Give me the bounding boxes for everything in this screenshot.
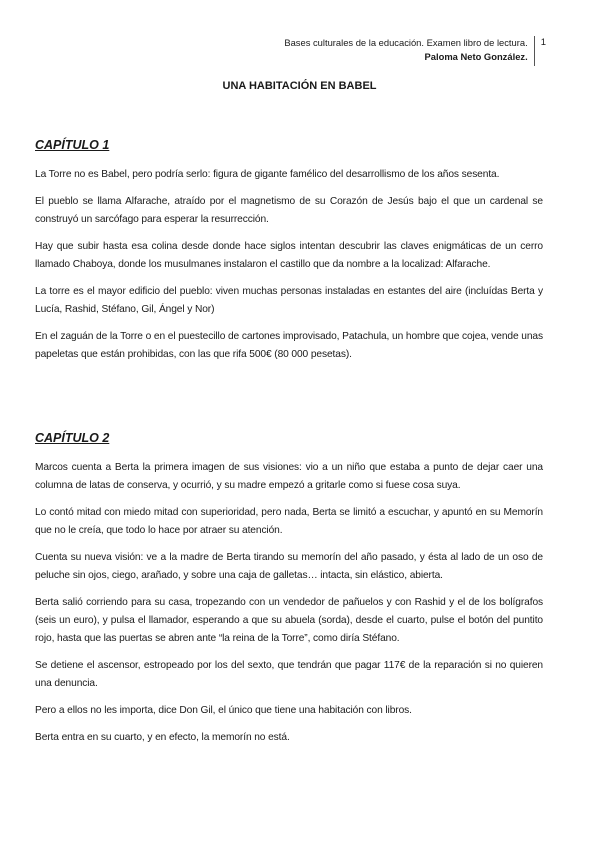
paragraph: El pueblo se llama Alfarache, atraído por el magnetismo de su Corazón de Jesús bajo el que un cardenal se construyó un sarcófago para esperar la resurrección. bbox=[35, 196, 543, 225]
paragraph: Lo contó mitad con miedo mitad con superioridad, pero nada, Berta se limitó a escuchar, y apuntó en su Memorín que no le creía, que todo lo hace por atraer su atención. bbox=[35, 507, 543, 536]
chapter-1-heading: CAPÍTULO 1 bbox=[35, 138, 110, 152]
paragraph: Se detiene el ascensor, estropeado por los del sexto, que tendrán que pagar 117€ de la reparación si no quieren una denuncia. bbox=[35, 660, 543, 689]
chapter-2-heading: CAPÍTULO 2 bbox=[35, 431, 110, 445]
paragraph: La torre es el mayor edificio del pueblo: viven muchas personas instaladas en estantes del aire (incluídas Berta y Lucía, Rashid, Stéfano, Gil, Ángel y Nor) bbox=[35, 286, 543, 315]
document-title: UNA HABITACIÓN EN BABEL bbox=[222, 80, 377, 92]
paragraph: Berta salió corriendo para su casa, tropezando con un vendedor de pañuelos y con Rashid y el de los bolígrafos (seis un euro), y pulsa el llamador, esperando a que su abuela (sorda), desde el cuarto, pulse el botón del puntito rojo, hasta que las puertas se abren ante “la reina de la Torre”, como diría Stéfano. bbox=[35, 597, 543, 644]
chapter-2-section bbox=[35, 431, 543, 756]
paragraph: La Torre no es Babel, pero podría serlo: figura de gigante famélico del desarrollismo de los años sesenta. bbox=[35, 169, 500, 180]
paragraph: Cuenta su nueva visión: ve a la madre de Berta tirando su memorín del año pasado, y ésta al lado de un oso de peluche sin ojos, ciego, arañado, y sobre una caja de galletas… intacta, sin elástico, abierta. bbox=[35, 552, 543, 581]
header-author: Paloma Neto González. bbox=[424, 51, 528, 62]
page-header bbox=[284, 36, 546, 66]
header-course: Bases culturales de la educación. Examen libro de lectura. bbox=[284, 37, 528, 48]
chapter-1-section bbox=[35, 138, 543, 373]
paragraph: Pero a ellos no les importa, dice Don Gil, el único que tiene una habitación con libros. bbox=[35, 705, 412, 716]
paragraph: En el zaguán de la Torre o en el puestecillo de cartones improvisado, Patachula, un hombre que cojea, vende unas papeletas que están prohibidas, con las que rifa 500€ (80 000 pesetas). bbox=[35, 331, 543, 360]
paragraph: Hay que subir hasta esa colina desde donde hace siglos intentan descubrir las claves enigmáticas de un cerro llamado Chaboya, donde los musulmanes instalaron el castillo que da nombre a la localizad: Alfarache. bbox=[35, 241, 543, 270]
page-number: 1 bbox=[540, 37, 546, 48]
paragraph: Berta entra en su cuarto, y en efecto, la memorín no está. bbox=[35, 732, 290, 743]
paragraph: Marcos cuenta a Berta la primera imagen de sus visiones: vio a un niño que estaba a punto de dejar caer una columna de latas de conserva, y ocurrió, y su madre empezó a gritarle como si fuese cosa suya. bbox=[35, 462, 543, 491]
header-text bbox=[284, 36, 533, 64]
